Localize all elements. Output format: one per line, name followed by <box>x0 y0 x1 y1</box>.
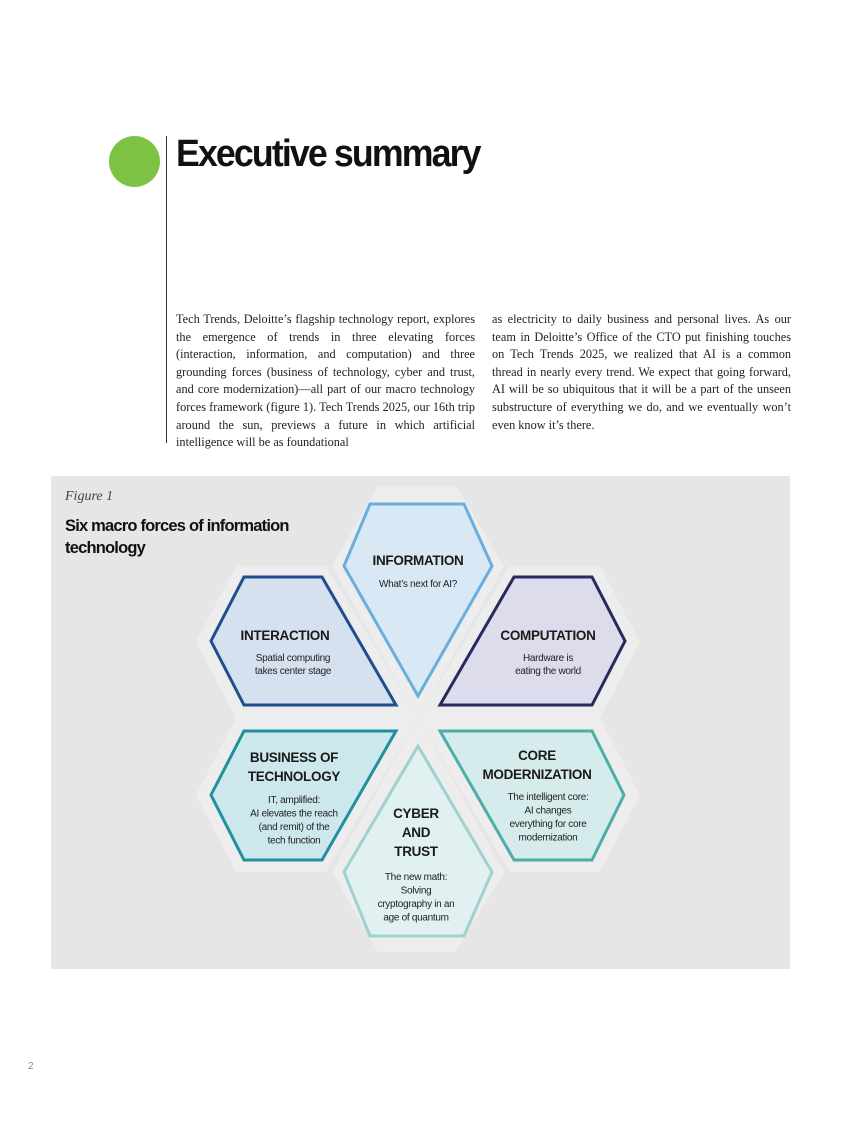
cyber-subtitle-line: cryptography in an <box>377 899 455 910</box>
intro-paragraph-col2: as electricity to daily business and personal lives. As our team in Deloitte’s Office of the CTO put finishing touches on Tech Trends 2025, we realized that AI is a common thread in nearly every trend. We expect that going forward, AI will be so ubiquitous that it will be a part of the unseen substructure of everything we do, and we eventually won’t even know it’s there. <box>492 312 791 432</box>
core-title-line: CORE <box>518 748 556 763</box>
core-subtitle-line: The intelligent core: <box>507 792 589 803</box>
business-title-line: BUSINESS OF <box>249 750 339 765</box>
information-title-line: INFORMATION <box>372 553 464 568</box>
page-number: 2 <box>28 1061 34 1072</box>
computation-title-line: COMPUTATION <box>500 628 596 643</box>
information-subtitle-line: What’s next for AI? <box>378 579 458 590</box>
interaction-subtitle-line: takes center stage <box>254 666 332 677</box>
cyber-title-line: AND <box>401 825 431 840</box>
cyber-title-line: CYBER <box>393 806 439 821</box>
core-subtitle-line: modernization <box>518 832 578 844</box>
interaction-title-line: INTERACTION <box>240 628 330 643</box>
core-title-line: MODERNIZATION <box>482 767 592 782</box>
page-title: Executive summary <box>176 133 480 175</box>
cyber-subtitle-line: Solving <box>400 885 432 897</box>
interaction-subtitle-line: Spatial computing <box>255 653 331 664</box>
business-subtitle-line: AI elevates the reach <box>250 808 338 820</box>
business-subtitle-line: (and remit) of the <box>258 822 330 833</box>
cyber-title-line: TRUST <box>394 844 438 859</box>
figure-label: Figure 1 <box>65 489 114 504</box>
cyber-subtitle-line: The new math: <box>384 872 448 883</box>
computation-subtitle-line: Hardware is <box>522 653 574 664</box>
cyber-subtitle-line: age of quantum <box>383 912 449 924</box>
business-subtitle-line: tech function <box>267 835 321 847</box>
computation-subtitle-line: eating the world <box>515 666 581 677</box>
intro-paragraph-col1: Tech Trends, Deloitte’s flagship technology report, explores the emergence of trends in three elevating forces (interaction, information, and computation) and three grounding forces (business of technology, cyber and trust, and core modernization)—all part of our macro technology forces framework (figure 1). Tech Trends 2025, our 16th trip around the sun, previews a future in which artificial intelligence will be as foundational <box>176 312 475 450</box>
business-title-line: TECHNOLOGY <box>247 769 341 784</box>
figure-title: Six macro forces of information technology <box>65 517 289 557</box>
core-subtitle-line: AI changes <box>524 805 572 817</box>
core-subtitle-line: everything for core <box>509 819 587 830</box>
business-subtitle-line: IT, amplified: <box>268 795 320 806</box>
